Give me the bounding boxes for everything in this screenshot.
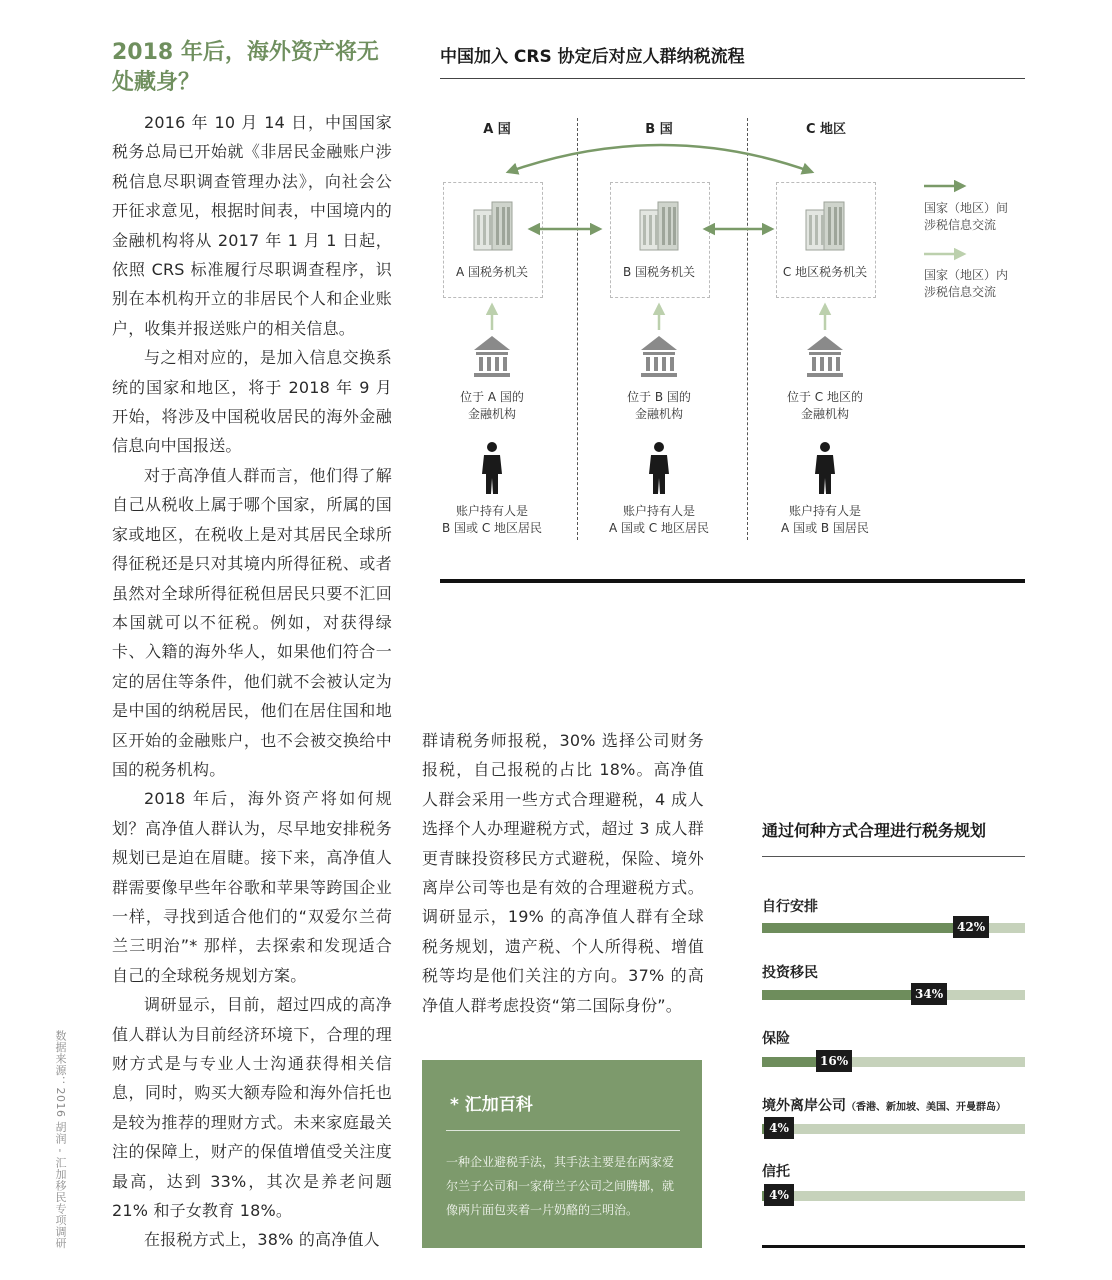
legend-inter-label	[924, 200, 1034, 234]
holder-line: A 国或 B 国居民	[781, 521, 869, 535]
paragraph: 调研显示，目前，超过四成的高净值人群认为目前经济环境下，合理的理财方式是与专业人士沟通获得相关信息，同时，购买大额寿险和海外信托也是较为推荐的理财方式。未来家庭最关注的保障上，财产的保值增值受关注度最高，达到 33%，其次是养老问题 21% 和子女教育 18%。	[112, 995, 392, 1221]
legend-line: 涉税信息交流	[924, 218, 997, 232]
holder-label-c	[755, 503, 895, 537]
exchange-arrow-a-c	[508, 145, 812, 172]
country-b-label: B 国	[645, 122, 673, 137]
bar-label: 境外离岸公司（香港、新加坡、美国、开曼群岛）	[762, 1098, 1006, 1114]
bar-track	[762, 1054, 1025, 1068]
holder-line: A 国或 C 地区居民	[608, 521, 710, 535]
institution-line: 位于 A 国的	[460, 390, 524, 404]
paragraph: 与之相对应的，是加入信息交换系统的国家和地区，将于 2018 年 9 月开始，将涉及中国税收居民的海外金融信息向中国报送。	[112, 348, 392, 456]
holder-line: 账户持有人是	[455, 504, 528, 518]
bar-label: 信托	[762, 1164, 790, 1180]
callout-divider	[446, 1130, 680, 1131]
legend-line: 国家（地区）间	[924, 201, 1009, 215]
holder-line: 账户持有人是	[788, 504, 861, 518]
bar	[762, 923, 983, 933]
divider	[440, 579, 1025, 583]
chart-divider	[762, 856, 1025, 857]
person-icon	[482, 442, 502, 494]
bar-label: 投资移民	[762, 965, 818, 981]
person-icon	[815, 442, 835, 494]
article-column-2	[422, 726, 704, 1020]
tax-authority-building-icon	[474, 202, 512, 250]
bar-track	[762, 920, 1025, 934]
authority-label-b: B 国税务机关	[622, 265, 696, 279]
bar-track	[762, 1121, 1025, 1135]
paragraph: 对于高净值人群而言，他们得了解自己从税收上属于哪个国家，所属的国家或地区，在税收上是对其居民全球所得征税还是只对其境内所得征税、或者虽然对全球所得征税但居民只要不汇回本国就可以不征税。例如，对获得绿卡、入籍的海外华人，如果他们符合一定的居住等条件，他们就不会被认定为是中国的纳税居民，他们在居住国和地区开始的金融账户，也不会被交换给中国的税务机构。	[112, 465, 392, 779]
country-a-label: A 国	[483, 122, 511, 137]
institution-label-b	[589, 389, 729, 423]
bar-label: 自行安排	[762, 899, 818, 915]
article-heading: 2018 年后，海外资产将无处藏身？	[112, 40, 379, 95]
paragraph: 群请税务师报税，30% 选择公司财务报税，自己报税的占比 18%。高净值人群会采用一些方式合理避税，4 成人选择个人办理避税方式，超过 3 成人群更青睐投资移民方式避税，保险、境外离岸公司等也是有效的合理避税方式。调研显示，19% 的高净值人群有全球税务规划，遗产税、个人所得税、增值税等均是他们关注的方向。37% 的高净值人群考虑投资“第二国际身份”。	[422, 731, 704, 1015]
country-c-label: C 地区	[805, 122, 847, 137]
institution-line: 位于 B 国的	[627, 390, 691, 404]
institution-label-c	[755, 389, 895, 423]
holder-line: 账户持有人是	[622, 504, 695, 518]
bank-icon	[474, 336, 510, 377]
holder-line: B 国或 C 地区居民	[441, 521, 543, 535]
tax-authority-building-icon	[806, 202, 844, 250]
callout-body: 一种企业避税手法，其手法主要是在两家爱尔兰子公司和一家荷兰子公司之间腾挪，就像两片面包夹着一片奶酪的三明治。	[446, 1155, 675, 1217]
bar-track	[762, 987, 1025, 1001]
authority-label-c: C 地区税务机关	[782, 265, 868, 279]
bank-icon	[641, 336, 677, 377]
paragraph: 2018 年后，海外资产将如何规划？高净值人群认为，尽早地安排税务规划已是迫在眉睫。接下来，高净值人群需要像早些年谷歌和苹果等跨国企业一样，寻找到适合他们的“双爱尔兰荷兰三明治”* 那样，去探索和发现适合自己的全球税务规划方案。	[112, 789, 392, 985]
flow-title: 中国加入 CRS 协定后对应人群纳税流程	[440, 47, 745, 67]
legend-line: 国家（地区）内	[924, 268, 1009, 282]
holder-label-b	[589, 503, 729, 537]
source-note-text: 数据来源：2016 胡润 - 汇加移民专项调研	[54, 1030, 67, 1249]
bar-value-label: 34%	[911, 983, 947, 1005]
bar-label: 保险	[762, 1031, 790, 1047]
bar-label-note: （香港、新加坡、美国、开曼群岛）	[846, 1102, 1006, 1113]
institution-line: 金融机构	[634, 407, 683, 421]
paragraph: 在报税方式上，38% 的高净值人	[144, 1230, 380, 1250]
person-icon	[649, 442, 669, 494]
institution-line: 金融机构	[467, 407, 516, 421]
institution-line: 金融机构	[800, 407, 849, 421]
bar-value-label: 4%	[764, 1117, 794, 1139]
bar-value-label: 4%	[764, 1184, 794, 1206]
legend-intra-label	[924, 267, 1034, 301]
bar-value-label: 16%	[816, 1050, 852, 1072]
source-note	[48, 1030, 68, 1260]
glossary-callout	[422, 1060, 702, 1248]
bank-icon	[807, 336, 843, 377]
paragraph: 2016 年 10 月 14 日，中国国家税务总局已开始就《非居民金融账户涉税信息尽职调查管理办法》，向社会公开征求意见，根据时间表，中国境内的金融机构将从 2017 年 1 月 1 日起，依照 CRS 标准履行尽职调查程序，识别在本机构开立的非居民个人和企业账户，收集并报送账户的相关信息。	[112, 113, 392, 338]
legend-line: 涉税信息交流	[924, 285, 997, 299]
holder-label-a	[422, 503, 562, 537]
bar-track	[762, 1188, 1025, 1202]
institution-label-a	[422, 389, 562, 423]
institution-line: 位于 C 地区的	[786, 390, 863, 404]
callout-title: * 汇加百科	[450, 1095, 533, 1115]
chart-title: 通过何种方式合理进行税务规划	[762, 821, 987, 840]
chart-divider	[762, 1245, 1025, 1248]
tax-authority-building-icon	[640, 202, 678, 250]
bar-value-label: 42%	[953, 916, 989, 938]
authority-label-a: A 国税务机关	[455, 265, 529, 279]
